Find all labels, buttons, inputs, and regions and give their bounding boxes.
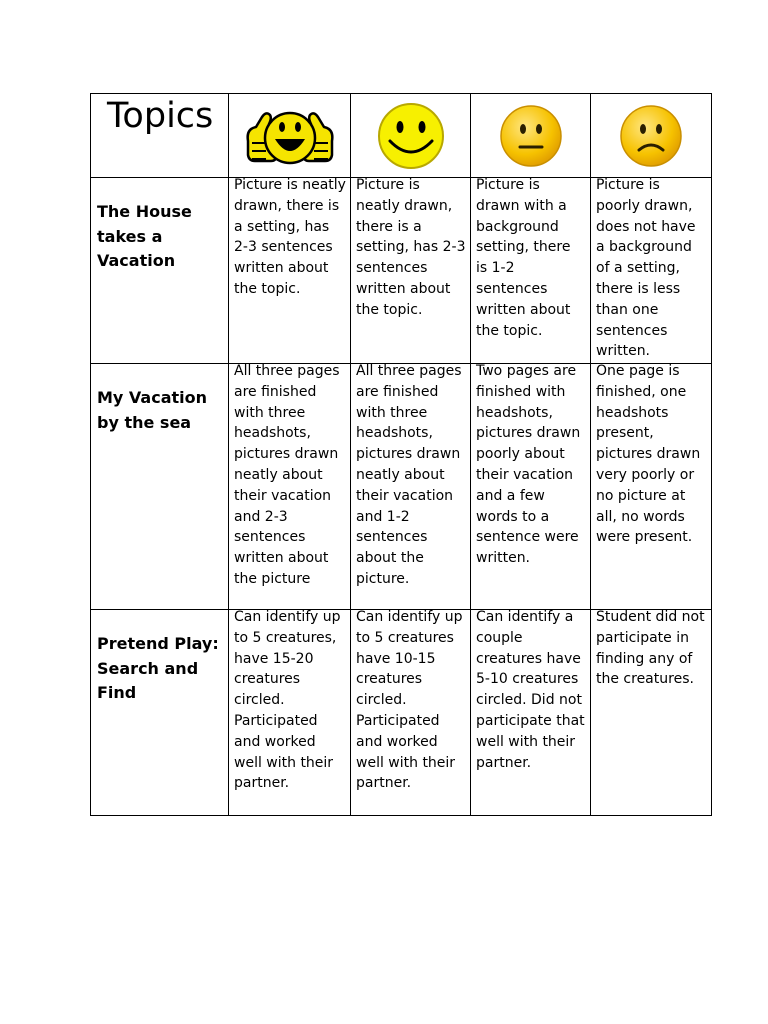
criteria-text: Can identify up to 5 creatures have 10-15 creatures circled. Participated and worked well with their partner. [356, 609, 463, 792]
criteria-cell [229, 364, 351, 610]
criteria-text: One page is finished, one headshots present, pictures drawn very poorly or no picture at all, no words were present. [596, 363, 701, 546]
criteria-text: All three pages are finished with three headshots, pictures drawn neatly about their vacation and 1-2 sentences about the picture. [356, 363, 462, 587]
criteria-cell [591, 178, 712, 364]
topic-name: The House takes a Vacation [97, 202, 192, 270]
criteria-text: Student did not participate in finding any of the creatures. [596, 609, 705, 688]
face-header-3 [471, 94, 591, 178]
criteria-text: Two pages are finished with headshots, pictures drawn poorly about their vacation and a few words to a sentence were written. [476, 363, 581, 567]
topic-name: Pretend Play: Search and Find [97, 634, 219, 702]
face-header-2 [351, 94, 471, 178]
criteria-cell [351, 178, 471, 364]
neutral-face-icon [499, 104, 563, 168]
thumbs-up-smiley-icon [244, 101, 336, 171]
rubric-row-vacation-sea [91, 364, 712, 610]
header-row [91, 94, 712, 178]
topic-name: My Vacation by the sea [97, 388, 208, 432]
topic-cell [91, 364, 229, 610]
criteria-cell [351, 364, 471, 610]
rubric-table [90, 93, 712, 816]
criteria-text: Picture is neatly drawn, there is a setting, has 2-3 sentences written about the topic. [234, 177, 346, 297]
criteria-cell [471, 178, 591, 364]
criteria-text: Picture is drawn with a background setting, there is 1-2 sentences written about the topic. [476, 177, 571, 339]
topics-title: Topics [107, 96, 214, 136]
criteria-text: Picture is neatly drawn, there is a setting, has 2-3 sentences written about the topic. [356, 177, 466, 318]
face-header-1 [229, 94, 351, 178]
criteria-cell [351, 610, 471, 816]
criteria-cell [229, 610, 351, 816]
criteria-cell [471, 364, 591, 610]
topic-cell [91, 610, 229, 816]
criteria-cell [229, 178, 351, 364]
rubric-row-house-vacation [91, 178, 712, 364]
criteria-cell [591, 610, 712, 816]
criteria-cell [591, 364, 712, 610]
topics-header-cell [91, 94, 229, 178]
sad-face-icon [619, 104, 683, 168]
topic-cell [91, 178, 229, 364]
criteria-text: Can identify a couple creatures have 5-10 creatures circled. Did not participate that well with their partner. [476, 609, 585, 771]
criteria-text: Can identify up to 5 creatures, have 15-20 creatures circled. Participated and worked well with their partner. [234, 609, 341, 792]
face-header-4 [591, 94, 712, 178]
happy-smiley-icon [376, 101, 446, 171]
criteria-text: Picture is poorly drawn, does not have a background of a setting, there is less than one sentences written. [596, 177, 696, 360]
rubric-row-pretend-play [91, 610, 712, 816]
criteria-cell [471, 610, 591, 816]
criteria-text: All three pages are finished with three headshots, pictures drawn neatly about their vacation and 2-3 sentences written about the picture [234, 363, 340, 587]
